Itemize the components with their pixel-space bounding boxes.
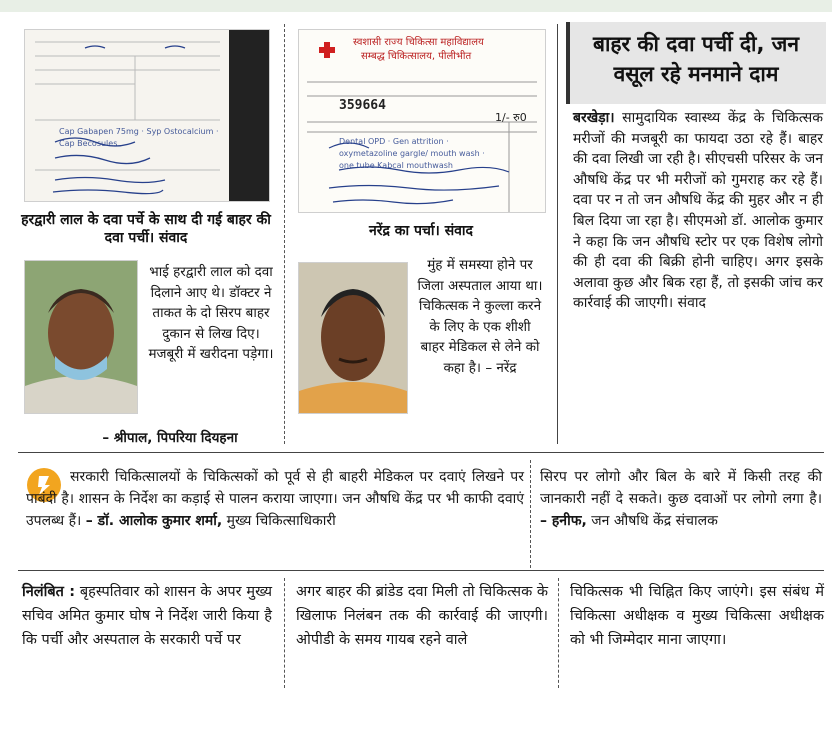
article-dateline: बरखेड़ा।: [573, 110, 615, 126]
section-divider-2: [18, 570, 824, 571]
statement-operator-role: जन औषधि केंद्र संचालक: [591, 513, 718, 529]
man-portrait-icon: [299, 263, 407, 413]
suspended-col-2: अगर बाहर की ब्रांडेड दवा मिली तो चिकित्सक के खिलाफ निलंबन तक की कार्रवाई की जाएगी। ओपीडी के समय गायब रहने वाले: [296, 584, 548, 648]
suspended-label: निलंबित :: [22, 584, 76, 600]
reg-number: 359664: [339, 98, 386, 113]
prescription-slip-icon: [25, 30, 269, 201]
column-separator-4: [284, 578, 285, 688]
fee-amount: 1/- रु0: [495, 111, 527, 124]
page-top-strip: [0, 0, 832, 12]
column-separator-3: [530, 460, 531, 568]
suspended-col1-text: बृहस्पतिवार को शासन के अपर मुख्य सचिव अमित कुमार घोष ने निर्देश जारी किया है कि पर्ची और अस्पताल के सरकारी पर्चे पर: [22, 584, 272, 648]
statement-operator: [540, 466, 822, 532]
statement-operator-attribution: – हनीफ,: [540, 513, 587, 529]
prescription-photo-2: [298, 29, 546, 213]
prescription-2-handwriting: Dental OPD · Gen attrition · oxymetazoline gargle/ mouth wash · one tube Kabcal mouthwash: [339, 137, 485, 170]
suspended-col-1: [22, 580, 272, 652]
portrait-photo-2: [298, 262, 408, 414]
quote-shripal-attribution: – श्रीपाल, पिपरिया दियहना: [102, 430, 238, 446]
article-body-text: सामुदायिक स्वास्थ्य केंद्र के चिकित्सक मरीजों की मजबूरी का फायदा उठा रहे हैं। बाहर की दवा लिखी जा रही है। सीएचसी परिसर के जन औषधि केंद्र पर भी मरीजों को गुमराह कर रहे हैं। दवा पर न तो जन औषधि केंद्र की मुहर और न ही बिल दिया जा रहा है। सीएमओ डॉ. आलोक कुमार ने कहा कि जन औषधि स्टोर पर एक विशेष लोगो की ही दवा की बिक्री होनी चाहिए। अगर इसके अलावा कुछ और बिक रहा हैं, तो इसकी जांच कर कार्रवाई की जाएगी। संवाद: [573, 110, 824, 312]
suspended-col-3: चिकित्सक भी चिह्नित किए जाएंगे। इस संबंध में चिकित्सा अधीक्षक व मुख्य चिकित्सा अधीक्षक को भी जिम्मेदार माना जाएगा।: [570, 584, 824, 648]
column-separator-5: [558, 578, 559, 688]
statement-operator-text: सिरप पर लोगो और बिल के बारे में किसी तरह की जानकारी नहीं दे सकते। कुछ दवाओं पर लोगो लगा है।: [540, 469, 822, 507]
quote-shripal-text: भाई हरद्वारी लाल को दवा दिलाने आए थे। डॉक्टर ने ताकत के दो सिरप बाहर दुकान से लिख दिए। मजबूरी में खरीदना पड़ेगा।: [148, 264, 274, 362]
quote-shripal: [146, 262, 276, 365]
quote-narendra: [416, 255, 544, 378]
statement-cmo-attribution: – डॉ. आलोक कुमार शर्मा,: [85, 513, 223, 529]
prescription-1-handwriting: Cap Gabapen 75mg · Syp Ostocalcium · Cap Becosules: [59, 127, 219, 148]
portrait-photo-1: [24, 260, 138, 414]
statement-cmo-role: मुख्य चिकित्साधिकारी: [226, 513, 336, 529]
column-separator-2: [557, 24, 558, 444]
article-body: [573, 108, 823, 314]
hospital-name-line1: स्वशासी राज्य चिकित्सा महाविद्यालय: [353, 37, 484, 48]
hospital-name-line2: सम्बद्ध चिकित्सालय, पीलीभीत: [361, 51, 472, 62]
section-divider-1: [18, 452, 824, 453]
prescription-photo-1: [24, 29, 270, 202]
prescription-2-caption: नरेंद्र का पर्चा। संवाद: [368, 223, 473, 239]
column-separator-1: [284, 24, 285, 444]
statement-cmo-text: सरकारी चिकित्सालयों के चिकित्सकों को पूर्व से ही बाहरी मेडिकल पर दवाएं लिखने पर पाबंदी है। शासन के निर्देश का कड़ाई से पालन कराया जाएगा। जन औषधि केंद्र पर भी काफी दवाएं उपलब्ध हैं।: [26, 469, 524, 529]
man-portrait-icon: [25, 261, 137, 413]
statement-cmo: [26, 466, 524, 532]
prescription-1-caption: हरद्वारी लाल के दवा पर्चे के साथ दी गई बाहर की दवा पर्ची। संवाद: [21, 212, 271, 246]
article-headline: बाहर की दवा पर्ची दी, जन वसूल रहे मनमाने दाम: [592, 32, 800, 86]
quote-narendra-text: मुंह में समस्या होने पर जिला अस्पताल आया था। चिकित्सक ने कुल्ला करने के लिए के एक शीशी बाहर मेडिकल से लेने को कहा है। – नरेंद्र: [417, 257, 543, 376]
